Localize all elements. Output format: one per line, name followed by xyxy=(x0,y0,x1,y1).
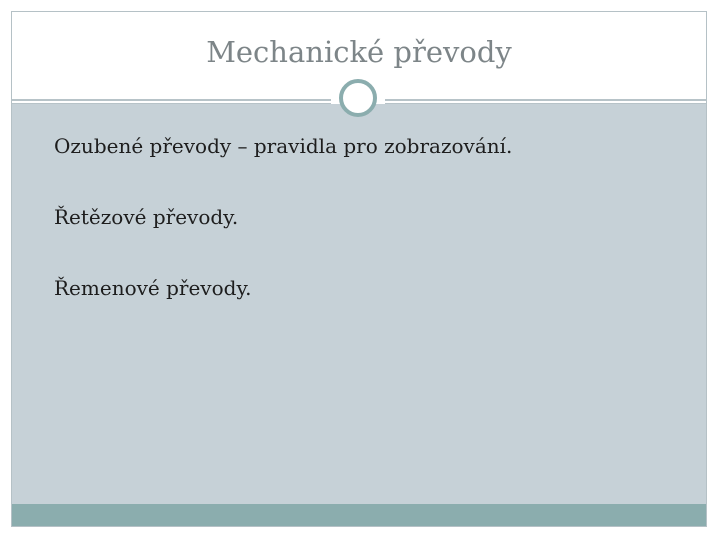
slide-title: Mechanické převody xyxy=(206,35,512,69)
footer-band xyxy=(12,504,706,526)
bullet-item-gears: Ozubené převody – pravidla pro zobrazování. xyxy=(54,134,513,158)
circle-ornament-icon xyxy=(339,79,377,117)
bullet-item-chains: Řetězové převody. xyxy=(54,205,239,229)
bullet-item-belts: Řemenové převody. xyxy=(54,276,252,300)
bullet-list xyxy=(54,128,512,341)
